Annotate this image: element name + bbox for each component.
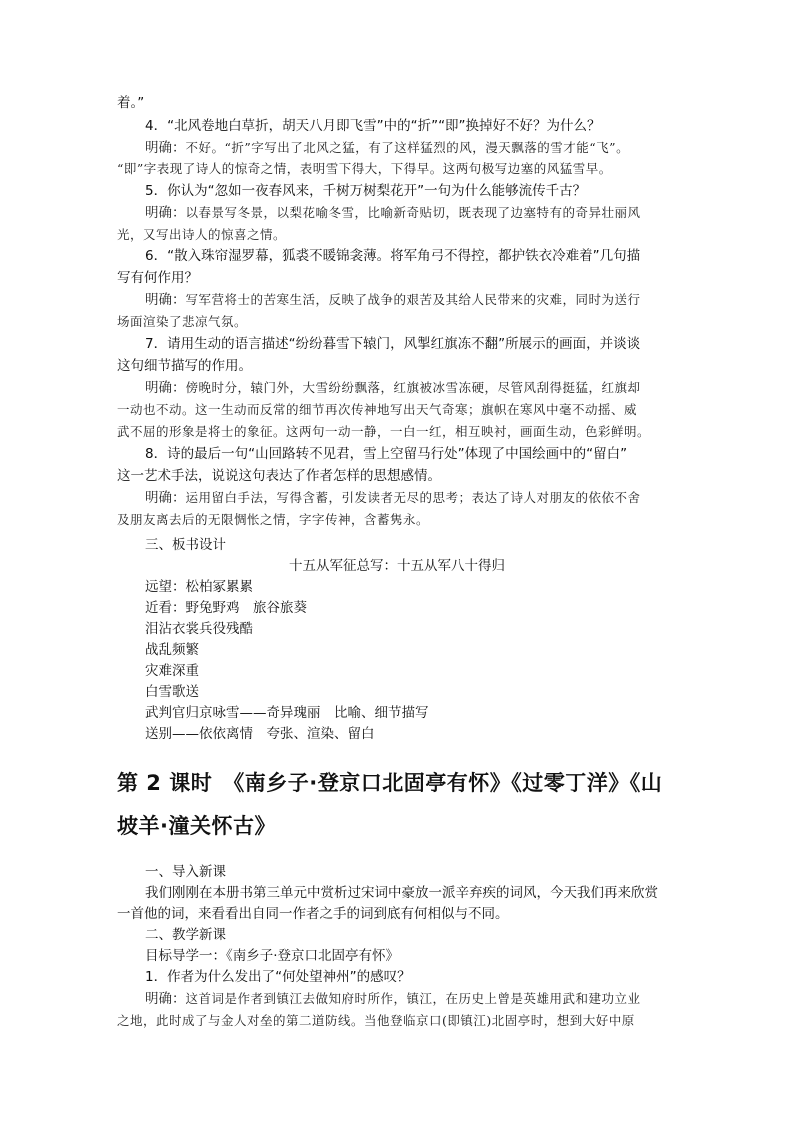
answer-text: 傍晚时分，辕门外，大雪纷纷飘落，红旗被冰雪冻硬，尽管风刮得挺猛，红旗却 — [185, 380, 641, 395]
board-line: 武判官归京咏雪——奇异瑰丽 比喻、细节描写 — [145, 705, 429, 721]
answer-text: 以春景写冬景，以梨花喻冬雪，比喻新奇贴切，既表现了边塞特有的奇异壮丽风 — [185, 205, 641, 220]
answer-text: 运用留白手法，写得含蓄，引发读者无尽的思考；表达了诗人对朋友的依依不舍 — [185, 490, 641, 505]
board-line: 灾难深重 — [145, 663, 199, 679]
section-heading: 三、板书设计 — [145, 537, 226, 553]
answer-label: 明确： — [145, 490, 186, 506]
question-6-line-2: 写有何作用？ — [117, 270, 198, 286]
board-line: 远望：松柏冢累累 — [145, 579, 253, 595]
answer-5-line-2: 光，又写出诗人的惊喜之情。 — [117, 227, 287, 242]
question-6: 6．“散入珠帘湿罗幕，狐裘不暖锦衾薄。将军角弓不得控，都护铁衣冷难着”几句描 — [145, 248, 641, 264]
answer-label: 明确： — [145, 205, 186, 221]
answer-label: 明确： — [145, 292, 186, 308]
section-heading: 一、导入新课 — [145, 864, 226, 880]
board-line: 送别——依依离情 夸张、渲染、留白 — [145, 726, 375, 742]
lesson-title-line-2: 坡羊·潼关怀古》 — [117, 814, 276, 838]
answer-6-line-2: 场面渲染了悲凉气氛。 — [117, 314, 248, 329]
question-5: 5．你认为“忽如一夜春风来，千树万树梨花开”一句为什么能够流传千古？ — [145, 183, 587, 199]
answer-7-line-3: 武不屈的形象是将士的象征。这两句一动一静，一白一红，相互映衬，画面生动，色彩鲜明。 — [117, 424, 651, 439]
answer-8-line-2: 及朋友离去后的无限惆怅之情，字字传神，含蓄隽永。 — [117, 512, 430, 527]
answer-label: 明确： — [145, 991, 186, 1007]
question-1: 1．作者为什么发出了“何处望神州”的感叹？ — [145, 969, 411, 985]
text-line: 着。” — [117, 95, 145, 111]
text-line: 我们刚刚在本册书第三单元中赏析过宋词中豪放一派辛弃疾的词风，今天我们再来欣赏 — [145, 885, 658, 901]
board-title: 十五从军征总写：十五从军八十得归 — [289, 558, 505, 574]
answer-7-line-2: 一动也不动。这一生动而反常的细节再次传神地写出天气奇寒；旗帜在寒风中毫不动摇、威 — [117, 402, 638, 417]
answer-text: 写军营将士的苦寒生活，反映了战争的艰苦及其给人民带来的灾难，同时为送行 — [185, 292, 641, 307]
answer-5 — [145, 203, 641, 223]
board-line: 泪沾衣裳兵役残酷 — [145, 621, 253, 637]
answer-label: 明确： — [145, 380, 186, 396]
answer-label: 明确： — [145, 140, 186, 156]
text-line: 一首他的词，来看看出自同一作者之手的词到底有何相似与不同。 — [117, 906, 509, 922]
answer-4-line-2: “即”字表现了诗人的惊奇之情，表明雪下得大，下得早。这两句极写边塞的风猛雪早。 — [117, 161, 612, 176]
goal-heading: 目标导学一：《南乡子·登京口北固亭有怀》 — [145, 948, 400, 964]
board-line: 近看：野兔野鸡 旅谷旅葵 — [145, 600, 307, 616]
board-line: 战乱频繁 — [145, 642, 199, 658]
answer-text: 这首词是作者到镇江去做知府时所作，镇江，在历史上曾是英雄用武和建功立业 — [185, 991, 641, 1006]
question-7: 7．请用生动的语言描述“纷纷暮雪下辕门，风掣红旗冻不翻”所展示的画面，并谈谈 — [145, 336, 641, 352]
question-7-line-2: 这句细节描写的作用。 — [117, 358, 252, 374]
answer-text: 不好。“折”字写出了北风之猛，有了这样猛烈的风，漫天飘落的雪才能“飞”。 — [185, 140, 630, 155]
question-4: 4．“北风卷地白草折，胡天八月即飞雪”中的“折”“即”换掉好不好？为什么？ — [145, 118, 601, 134]
answer-6 — [145, 290, 641, 310]
question-8-line-2: 这一艺术手法，说说这句表达了作者怎样的思想感情。 — [117, 468, 441, 484]
answer-1-line-2: 之地，此时成了与金人对垒的第二道防线。当他登临京口(即镇江)北固亭时，想到大好中原 — [117, 1013, 635, 1028]
answer-7 — [145, 378, 641, 398]
board-line: 白雪歌送 — [145, 684, 199, 700]
question-8: 8．诗的最后一句“山回路转不见君，雪上空留马行处”体现了中国绘画中的“留白” — [145, 446, 628, 462]
answer-4 — [145, 138, 629, 158]
answer-1 — [145, 989, 641, 1009]
section-heading: 二、教学新课 — [145, 927, 226, 943]
lesson-title: 第 2 课时 《南乡子·登京口北固亭有怀》《过零丁洋》《山 — [117, 771, 663, 795]
answer-8 — [145, 488, 641, 508]
